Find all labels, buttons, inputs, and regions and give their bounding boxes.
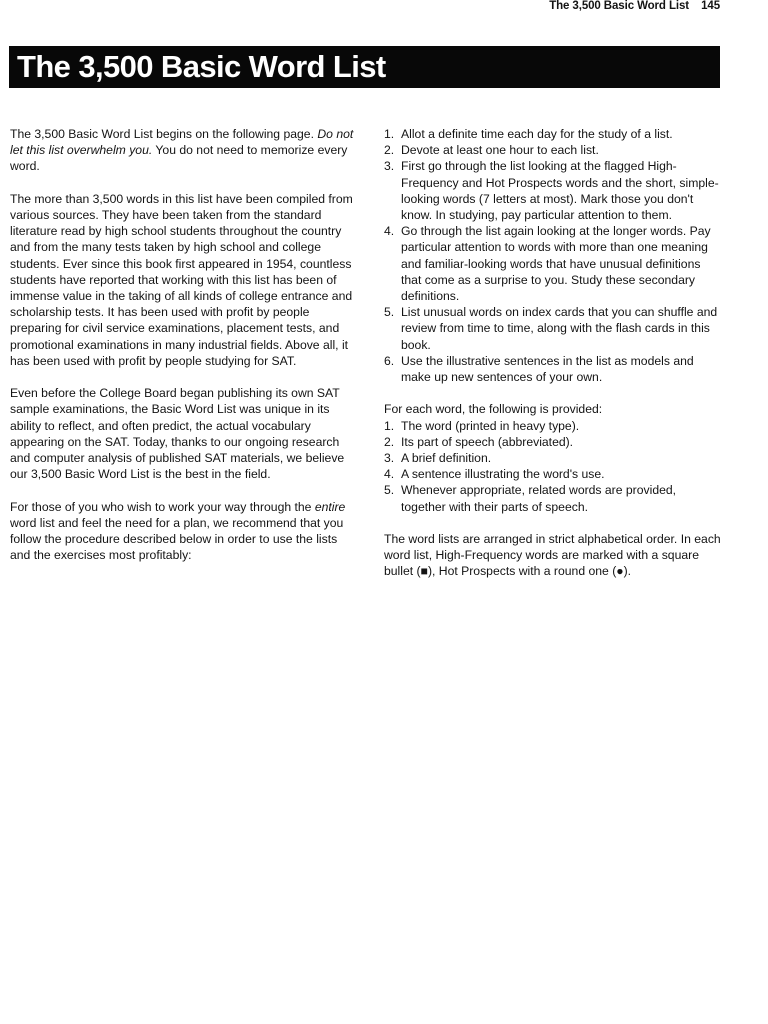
list-text: The word (printed in heavy type). (401, 418, 580, 433)
provided-item (384, 434, 724, 450)
list-number: 5. (384, 483, 395, 498)
list-number: 3. (384, 451, 395, 466)
list-number: 3. (384, 159, 395, 174)
provided-item (384, 450, 724, 466)
list-text: Allot a definite time each day for the study of a list. (401, 127, 673, 141)
list-number: 4. (384, 467, 395, 482)
list-number: 6. (384, 353, 395, 368)
running-head-title: The 3,500 Basic Word List (549, 0, 689, 12)
provided-item (384, 418, 724, 434)
provided-list (384, 418, 724, 515)
list-number: 2. (384, 434, 395, 449)
right-column (384, 126, 724, 596)
left-column (10, 126, 355, 580)
intro-paragraph (10, 126, 355, 175)
intro-text: The 3,500 Basic Word List begins on the following page. (10, 127, 318, 141)
list-text: First go through the list looking at the flagged High-Frequency and Hot Prospects words and the short, simple-looking words (7 letters at most). Mark those you don't know. In studying, pay particular attention to them. (401, 159, 719, 223)
closing-paragraph: The word lists are arranged in strict alphabetical order. In each word list, High-Frequency words are marked with a square bullet (■), Hot Prospects with a round one (●). (384, 532, 721, 579)
page-number: 145 (701, 0, 720, 12)
plan-emphasis: entire (314, 499, 346, 514)
intro-emphasis: Do not let this list overwhelm you. (10, 127, 354, 158)
list-text: Go through the list again looking at the longer words. Pay particular attention to words with more than one meaning and familiar-looking words that have unusual definitions that come as a surprise to you. Study these secondary definitions. (401, 224, 711, 304)
running-head (549, 0, 720, 12)
procedure-step (384, 126, 724, 142)
intro-text-end: You do not need to memorize every word. (10, 143, 348, 174)
list-number: 1. (384, 127, 395, 141)
procedure-step (384, 223, 724, 304)
plan-paragraph (10, 499, 355, 564)
list-text: Devote at least one hour to each list. (401, 143, 599, 158)
plan-text-end: word list and feel the need for a plan, we recommend that you follow the procedure described below in order to use the lists and the exercises most profitably: (10, 515, 344, 563)
procedure-list (384, 126, 724, 385)
provided-item (384, 482, 724, 514)
procedure-step (384, 158, 724, 223)
list-number: 2. (384, 143, 395, 158)
list-text: Its part of speech (abbreviated). (401, 434, 574, 449)
procedure-step (384, 142, 724, 158)
plan-text: For those of you who wish to work your way through the (10, 499, 315, 514)
list-text: Whenever appropriate, related words are provided, together with their parts of speech. (401, 483, 677, 514)
list-text: List unusual words on index cards that you can shuffle and review from time to time, along with the flash cards in this book. (401, 305, 718, 352)
sat-paragraph: Even before the College Board began publishing its own SAT sample examinations, the Basic Word List was unique in its ability to reflect, and often predict, the actual vocabulary appearing on the SAT. Today, thanks to our ongoing research and computer analysis of published SAT materials, we believe our 3,500 Basic Word List is the best in the field. (10, 386, 345, 482)
list-number: 1. (384, 418, 395, 433)
title-banner (9, 46, 720, 88)
list-text: A sentence illustrating the word's use. (401, 467, 605, 482)
history-paragraph: The more than 3,500 words in this list have been compiled from various sources. They have been taken from the standard literature read by high school students throughout the country and from the many tests taken by high school and college students. Ever since this book first appeared in 1954, countless students have reported that working with this list has been of immense value in the taking of all kinds of college entrance and scholarship tests. It has been used with profit by people preparing for civil service examinations, placement tests, and promotional examinations in many industrial fields. Above all, it has been used with profit by people studying for SAT. (10, 191, 353, 368)
page-title: The 3,500 Basic Word List (17, 49, 386, 84)
procedure-step (384, 304, 724, 353)
list-text: Use the illustrative sentences in the list as models and make up new sentences of your own. (401, 353, 694, 385)
procedure-step (384, 353, 724, 385)
list-text: A brief definition. (401, 451, 492, 466)
list-number: 4. (384, 224, 395, 239)
provided-intro: For each word, the following is provided: (384, 402, 603, 417)
list-number: 5. (384, 305, 395, 320)
provided-item (384, 466, 724, 482)
